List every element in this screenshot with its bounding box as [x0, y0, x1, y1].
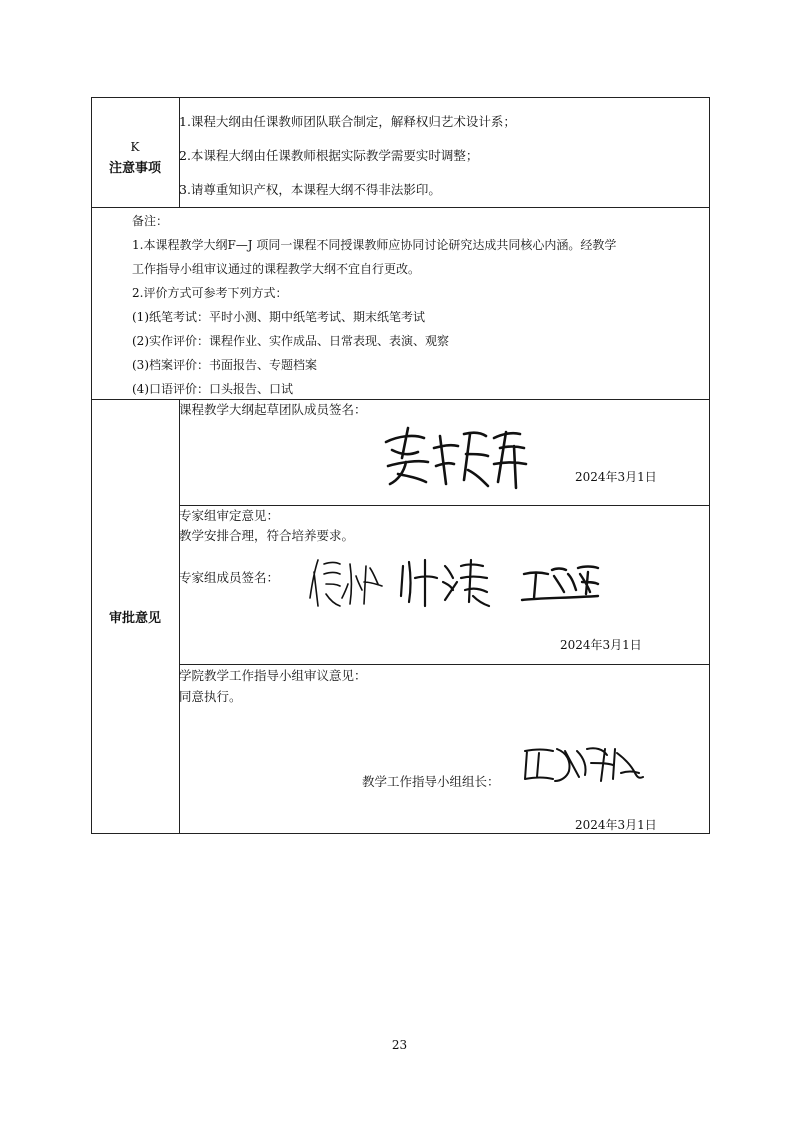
college-label: 学院教学工作指导小组审议意见：: [179, 668, 367, 683]
college-date: 2024年3月1日: [575, 818, 657, 832]
table-top-border: [91, 97, 710, 98]
remarks-line-1: 1.本课程教学大纲F—J 项同一课程不同授课教师应协同讨论研究达成共同核心内涵。经教学: [132, 238, 617, 252]
table-bottom-border: [91, 833, 710, 834]
notice-header: [91, 136, 179, 180]
expert-signature-2: [395, 556, 495, 608]
expert-date: 2024年3月1日: [560, 638, 642, 652]
remarks-line-2: 2.评价方式可参考下列方式：: [132, 286, 288, 300]
table-right-border: [709, 97, 710, 834]
drafting-signature: [378, 424, 528, 494]
notice-item-2: 2.本课程大纲由任课教师根据实际教学需要实时调整；: [179, 148, 479, 163]
notice-header-code: K: [130, 140, 140, 154]
college-leader-label: 教学工作指导小组组长：: [362, 774, 500, 789]
page-number: 23: [391, 1038, 408, 1052]
expert-label: 专家组审定意见：: [179, 508, 280, 523]
row-divider-drafting: [179, 505, 710, 506]
remarks-line-1-cont: 工作指导小组审议通过的课程教学大纲不宜自行更改。: [132, 262, 421, 276]
college-opinion: 同意执行。: [179, 689, 242, 704]
table-left-border: [91, 97, 92, 834]
remarks-method-3: (3)档案评价：书面报告、专题档案: [132, 358, 317, 372]
drafting-date: 2024年3月1日: [575, 470, 657, 484]
remarks-method-1: (1)纸笔考试：平时小测、期中纸笔考试、期末纸笔考试: [132, 310, 426, 324]
column-divider-approval: [179, 399, 180, 833]
drafting-label: 课程教学大纲起草团队成员签名：: [179, 402, 367, 417]
remarks-title: 备注：: [132, 214, 169, 228]
approval-header: 审批意见: [108, 611, 161, 626]
remarks-method-2: (2)实作评价：课程作业、实作成品、日常表现、表演、观察: [132, 334, 450, 348]
expert-signature-3: [518, 562, 602, 610]
expert-signature-1: [306, 554, 386, 610]
expert-member-label: 专家组成员签名：: [179, 570, 280, 585]
expert-opinion: 教学安排合理，符合培养要求。: [179, 528, 355, 543]
notice-header-title: 注意事项: [108, 161, 161, 176]
row-divider-notice: [91, 207, 710, 208]
row-divider-expert: [179, 664, 710, 665]
college-leader-signature: [521, 743, 645, 787]
notice-item-1: 1.课程大纲由任课教师团队联合制定，解释权归艺术设计系；: [179, 114, 516, 129]
remarks-method-4: (4)口语评价：口头报告、口试: [132, 382, 293, 396]
row-divider-remarks: [91, 399, 710, 400]
notice-item-3: 3.请尊重知识产权，本课程大纲不得非法影印。: [179, 182, 441, 197]
